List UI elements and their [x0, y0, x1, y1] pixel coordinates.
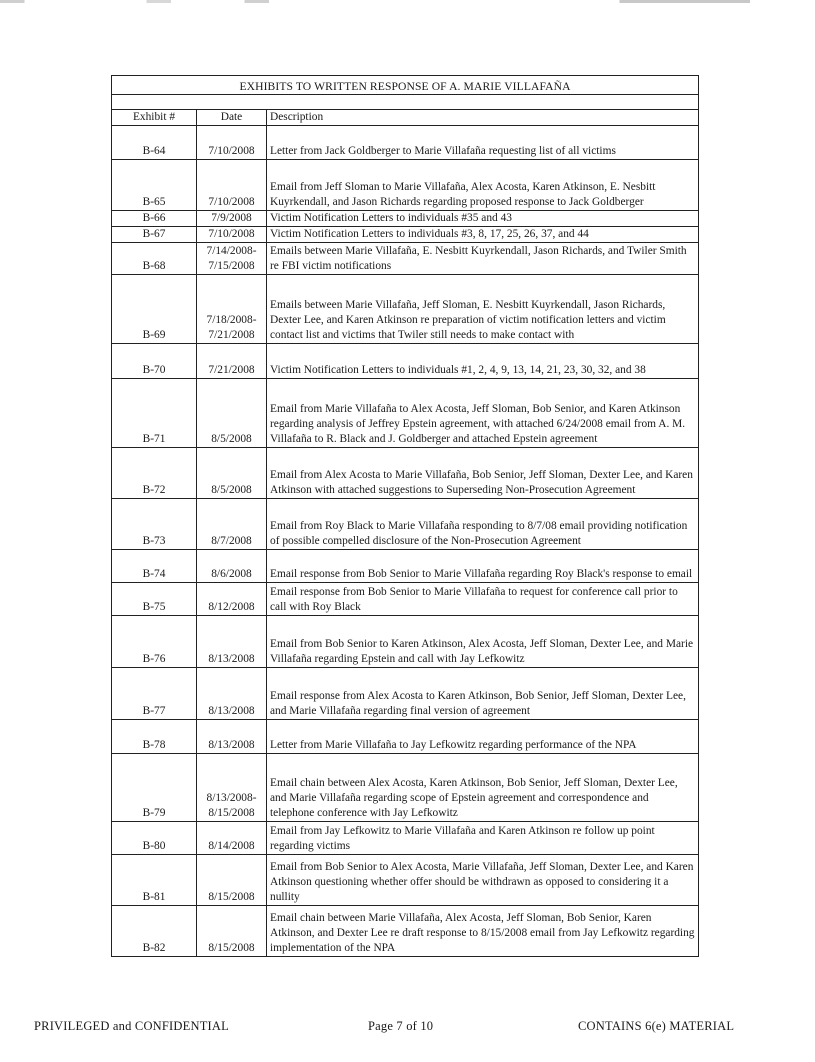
table-row	[112, 160, 699, 211]
table-row	[112, 720, 699, 754]
table-row	[112, 583, 699, 616]
exhibit-description: Email from Jay Lefkowitz to Marie Villafaña and Karen Atkinson re follow up point regarding victims	[267, 822, 699, 855]
table-row	[112, 855, 699, 906]
exhibit-description: Email from Alex Acosta to Marie Villafaña, Bob Senior, Jeff Sloman, Dexter Lee, and Karen Atkinson with attached suggestions to Superseding Non-Prosecution Agreement	[267, 448, 699, 499]
exhibit-description: Email from Jeff Sloman to Marie Villafaña, Alex Acosta, Karen Atkinson, E. Nesbitt Kuyrkendall, and Jason Richards regarding proposed response to Jack Goldberger	[267, 160, 699, 211]
exhibit-description: Emails between Marie Villafaña, Jeff Sloman, E. Nesbitt Kuyrkendall, Jason Richards, Dexter Lee, and Karen Atkinson re preparation of victim notification letters and victim contact list and victims that Twiler still needs to make contact with	[267, 275, 699, 344]
exhibit-date: 7/10/2008	[197, 160, 267, 211]
footer-privileged: PRIVILEGED and CONFIDENTIAL	[34, 1019, 229, 1033]
exhibit-number: B-74	[112, 550, 197, 583]
exhibit-description: Email from Bob Senior to Alex Acosta, Marie Villafaña, Jeff Sloman, Dexter Lee, and Karen Atkinson questioning whether offer should be withdrawn as opposed to considering it a nullity	[267, 855, 699, 906]
exhibit-number: B-65	[112, 160, 197, 211]
exhibit-description: Email response from Bob Senior to Marie Villafaña regarding Roy Black's response to email	[267, 550, 699, 583]
exhibits-table	[111, 75, 699, 957]
table-row	[112, 448, 699, 499]
footer-6e-notice: CONTAINS 6(e) MATERIAL	[578, 1019, 735, 1033]
exhibit-date: 8/5/2008	[197, 379, 267, 448]
table-row	[112, 668, 699, 720]
table-row	[112, 379, 699, 448]
exhibit-description: Victim Notification Letters to individuals #3, 8, 17, 25, 26, 37, and 44	[267, 227, 699, 243]
table-row	[112, 227, 699, 243]
exhibit-description: Email from Marie Villafaña to Alex Acosta, Jeff Sloman, Bob Senior, and Karen Atkinson regarding analysis of Jeffrey Epstein agreement, with attached 6/24/2008 email from A. M. Villafaña to R. Black and J. Goldberger and attached Epstein agreement	[267, 379, 699, 448]
exhibit-number: B-78	[112, 720, 197, 754]
exhibit-number: B-73	[112, 499, 197, 550]
exhibit-description: Emails between Marie Villafaña, E. Nesbitt Kuyrkendall, Jason Richards, and Twiler Smith re FBI victim notifications	[267, 243, 699, 275]
exhibit-date: 8/12/2008	[197, 583, 267, 616]
exhibit-date: 8/15/2008	[197, 906, 267, 957]
exhibit-date: 7/14/2008- 7/15/2008	[197, 243, 267, 275]
exhibit-number: B-68	[112, 243, 197, 275]
exhibit-date: 8/14/2008	[197, 822, 267, 855]
exhibit-date: 8/13/2008	[197, 616, 267, 668]
exhibit-description: Email from Roy Black to Marie Villafaña responding to 8/7/08 email providing notification of possible compelled disclosure of the Non-Prosecution Agreement	[267, 499, 699, 550]
exhibit-date: 7/9/2008	[197, 211, 267, 227]
exhibit-description: Email chain between Alex Acosta, Karen Atkinson, Bob Senior, Jeff Sloman, Dexter Lee, and Marie Villafaña regarding scope of Epstein agreement and correspondence and telephone conference with Jay Lefkowitz	[267, 754, 699, 822]
exhibit-number: B-77	[112, 668, 197, 720]
table-row	[112, 550, 699, 583]
exhibit-number: B-72	[112, 448, 197, 499]
table-row	[112, 275, 699, 344]
exhibit-description: Victim Notification Letters to individuals #35 and 43	[267, 211, 699, 227]
table-row	[112, 822, 699, 855]
exhibit-number: B-71	[112, 379, 197, 448]
exhibit-description: Letter from Marie Villafaña to Jay Lefkowitz regarding performance of the NPA	[267, 720, 699, 754]
column-header-exhibit: Exhibit #	[112, 110, 197, 126]
title-spacer	[112, 95, 699, 110]
exhibit-date: 8/6/2008	[197, 550, 267, 583]
exhibit-number: B-82	[112, 906, 197, 957]
exhibit-number: B-81	[112, 855, 197, 906]
table-row	[112, 126, 699, 160]
exhibit-number: B-76	[112, 616, 197, 668]
table-row	[112, 499, 699, 550]
footer-page-number: Page 7 of 10	[368, 1019, 434, 1033]
exhibit-description: Email response from Bob Senior to Marie Villafaña to request for conference call prior to call with Roy Black	[267, 583, 699, 616]
table-row	[112, 344, 699, 379]
exhibit-number: B-66	[112, 211, 197, 227]
scan-edge-artifact	[0, 0, 815, 3]
table-row	[112, 243, 699, 275]
exhibit-date: 7/21/2008	[197, 344, 267, 379]
table-title: EXHIBITS TO WRITTEN RESPONSE OF A. MARIE VILLAFAÑA	[112, 76, 699, 95]
exhibit-description: Email response from Alex Acosta to Karen Atkinson, Bob Senior, Jeff Sloman, Dexter Lee, and Marie Villafaña regarding final version of agreement	[267, 668, 699, 720]
exhibit-date: 8/13/2008	[197, 720, 267, 754]
exhibit-number: B-79	[112, 754, 197, 822]
column-header-description: Description	[267, 110, 699, 126]
exhibit-description: Email from Bob Senior to Karen Atkinson, Alex Acosta, Jeff Sloman, Dexter Lee, and Marie Villafaña regarding Epstein and call with Jay Lefkowitz	[267, 616, 699, 668]
exhibit-description: Letter from Jack Goldberger to Marie Villafaña requesting list of all victims	[267, 126, 699, 160]
exhibit-description: Victim Notification Letters to individuals #1, 2, 4, 9, 13, 14, 21, 23, 30, 32, and 38	[267, 344, 699, 379]
exhibit-description: Email chain between Marie Villafaña, Alex Acosta, Jeff Sloman, Bob Senior, Karen Atkinson, and Dexter Lee re draft response to 8/15/2008 email from Jay Lefkowitz regarding implementation of the NPA	[267, 906, 699, 957]
exhibit-date: 7/18/2008- 7/21/2008	[197, 275, 267, 344]
exhibit-date: 7/10/2008	[197, 126, 267, 160]
exhibit-date: 8/15/2008	[197, 855, 267, 906]
exhibit-date: 8/5/2008	[197, 448, 267, 499]
table-row	[112, 754, 699, 822]
column-header-date: Date	[197, 110, 267, 126]
exhibit-number: B-64	[112, 126, 197, 160]
table-row	[112, 211, 699, 227]
exhibit-number: B-80	[112, 822, 197, 855]
table-row	[112, 906, 699, 957]
exhibits-table-body	[112, 126, 699, 957]
exhibit-date: 8/13/2008	[197, 668, 267, 720]
table-row	[112, 616, 699, 668]
exhibit-number: B-75	[112, 583, 197, 616]
exhibit-date: 8/7/2008	[197, 499, 267, 550]
exhibit-number: B-69	[112, 275, 197, 344]
exhibit-date: 8/13/2008- 8/15/2008	[197, 754, 267, 822]
exhibit-number: B-67	[112, 227, 197, 243]
exhibit-number: B-70	[112, 344, 197, 379]
exhibit-date: 7/10/2008	[197, 227, 267, 243]
